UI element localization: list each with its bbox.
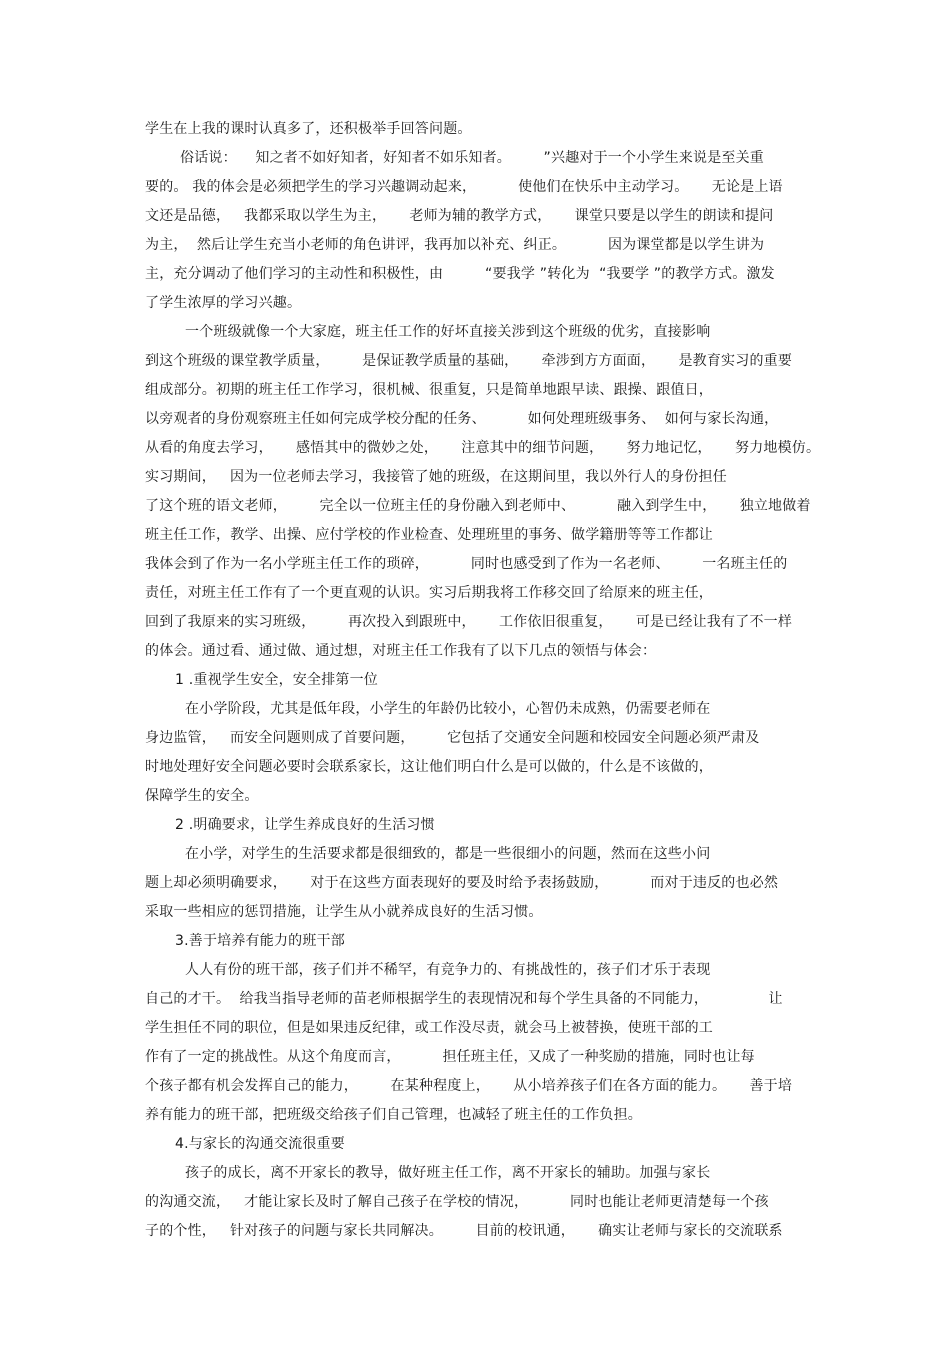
text-line: 要的。 我的体会是必须把学生的学习兴趣调动起来， 使他们在快乐中主动学习。 无论是上语: [145, 179, 783, 195]
text-line: 回到了我原来的实习班级， 再次投入到跟班中， 工作依旧很重复， 可是已经让我有了不一样: [145, 614, 793, 630]
text-line: 时地处理好安全问题必要时会联系家长，这让他们明白什么是可以做的，什么是不该做的，: [145, 759, 713, 775]
text-line: 题上却必须明确要求， 对于在这些方面表现好的要及时给予表扬鼓励， 而对于违反的也必然: [145, 875, 779, 891]
text-line: 个孩子都有机会发挥自己的能力， 在某种程度上， 从小培养孩子们在各方面的能力。 善于培: [145, 1078, 793, 1094]
text-line: 养有能力的班干部，把班级交给孩子们自己管理，也减轻了班主任的工作负担。: [145, 1107, 642, 1123]
text-line: 保障学生的安全。: [145, 788, 259, 804]
text-line: 主，充分调动了他们学习的主动性和积极性，由 “要我学 ”转化为 “我要学 ”的教学方式。激发: [145, 266, 775, 282]
text-line: 身边监管， 而安全问题则成了首要问题， 它包括了交通安全问题和校园安全问题必须严肃及: [145, 730, 760, 746]
text-line: 学生在上我的课时认真多了，还积极举手回答问题。: [145, 121, 472, 137]
text-line: 的沟通交流， 才能让家长及时了解自己孩子在学校的情况， 同时也能让老师更清楚每一个孩: [145, 1194, 769, 1210]
text-line: 人人有份的班干部，孩子们并不稀罕，有竞争力的、有挑战性的，孩子们才乐于表现: [185, 962, 711, 978]
section-heading: 4.与家长的沟通交流很重要: [175, 1136, 345, 1152]
text-line: 组成部分。初期的班主任工作学习，很机械、很重复，只是简单地跟早读、跟操、跟值日，: [145, 382, 713, 398]
section-heading: 1 .重视学生安全，安全排第一位: [175, 672, 379, 688]
text-line: 我体会到了作为一名小学班主任工作的琐碎， 同时也感受到了作为一名老师、 一名班主任的: [145, 556, 788, 572]
text-line: 的体会。通过看、通过做、通过想，对班主任工作我有了以下几点的领悟与体会：: [145, 643, 657, 659]
text-line: 班主任工作，教学、出操、应付学校的作业检查、处理班里的事务、做学籍册等等工作都让: [145, 527, 713, 543]
text-line: 自己的才干。 给我当指导老师的苗老师根据学生的表现情况和每个学生具备的不同能力， 让: [145, 991, 783, 1007]
section-heading: 3.善于培养有能力的班干部: [175, 933, 345, 949]
text-line: 孩子的成长，离不开家长的教导，做好班主任工作，离不开家长的辅助。加强与家长: [185, 1165, 711, 1181]
text-line: 为主， 然后让学生充当小老师的角色讲评，我再加以补充、纠正。 因为课堂都是以学生讲为: [145, 237, 765, 253]
text-line: 俗话说： 知之者不如好知者，好知者不如乐知者。 ”兴趣对于一个小学生来说是至关重: [180, 150, 765, 166]
text-line: 作有了一定的挑战性。从这个角度而言， 担任班主任，又成了一种奖励的措施，同时也让每: [145, 1049, 755, 1065]
text-line: 到这个班级的课堂教学质量， 是保证教学质量的基础， 牵涉到方方面面， 是教育实习的重要: [145, 353, 793, 369]
text-line: 了这个班的语文老师， 完全以一位班主任的身份融入到老师中、 融入到学生中， 独立地做着: [145, 498, 811, 514]
text-line: 从看的角度去学习， 感悟其中的微妙之处， 注意其中的细节问题， 努力地记忆， 努力地模仿。: [145, 440, 821, 456]
text-line: 采取一些相应的惩罚措施，让学生从小就养成良好的生活习惯。: [145, 904, 543, 920]
text-line: 以旁观者的身份观察班主任如何完成学校分配的任务、 如何处理班级事务、 如何与家长沟通，: [145, 411, 779, 427]
text-line: 文还是品德， 我都采取以学生为主， 老师为辅的教学方式， 课堂只要是以学生的朗读和提问: [145, 208, 774, 224]
text-line: 在小学阶段，尤其是低年段，小学生的年龄仍比较小，心智仍未成熟，仍需要老师在: [185, 701, 711, 717]
text-line: 一个班级就像一个大家庭，班主任工作的好坏直接关涉到这个班级的优劣，直接影响: [185, 324, 711, 340]
text-line: 责任，对班主任工作有了一个更直观的认识。实习后期我将工作移交回了给原来的班主任，: [145, 585, 713, 601]
text-line: 子的个性， 针对孩子的问题与家长共同解决。 目前的校讯通， 确实让老师与家长的交流联系: [145, 1223, 783, 1239]
section-heading: 2 .明确要求，让学生养成良好的生活习惯: [175, 817, 435, 833]
text-line: 实习期间， 因为一位老师去学习，我接管了她的班级，在这期间里，我以外行人的身份担任: [145, 469, 727, 485]
text-line: 了学生浓厚的学习兴趣。: [145, 295, 302, 311]
text-line: 学生担任不同的职位，但是如果违反纪律，或工作没尽责，就会马上被替换，使班干部的工: [145, 1020, 713, 1036]
text-line: 在小学，对学生的生活要求都是很细致的，都是一些很细小的问题，然而在这些小问: [185, 846, 711, 862]
